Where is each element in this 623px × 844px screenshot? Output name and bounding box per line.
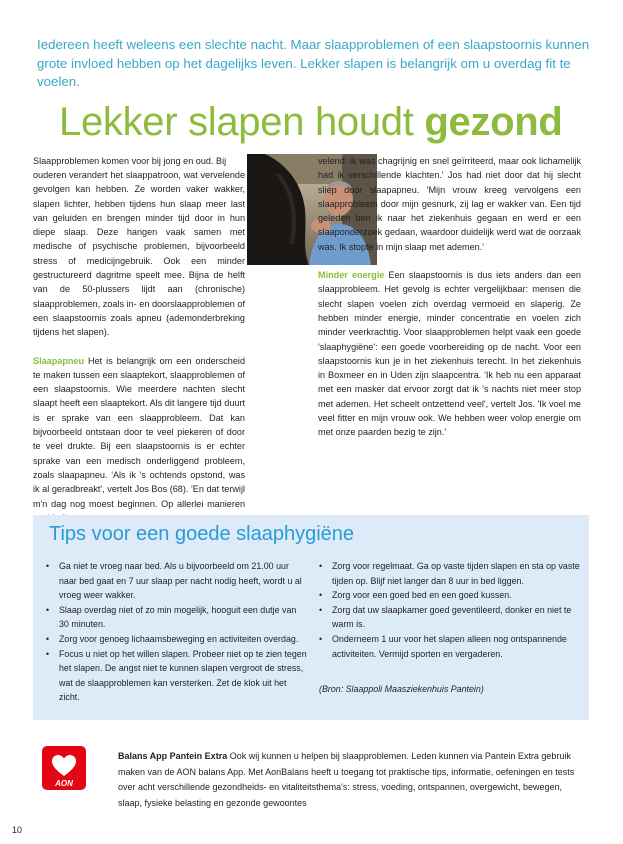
- tip-item: • Slaap overdag niet of zo min mogelijk, hooguit een dutje van 30 minuten.: [46, 603, 308, 632]
- title-prefix: Lekker slapen houdt: [59, 100, 425, 144]
- article-column-1: [33, 168, 245, 525]
- article-column-2: [318, 154, 581, 440]
- tip-item: • Zorg voor regelmaat. Ga op vaste tijden slapen en sta op vaste tijden op. Blijf niet langer dan 8 uur in bed liggen.: [319, 559, 584, 588]
- aon-logo-text: AON: [55, 779, 73, 788]
- article-paragraph: Slaapapneu Het is belangrijk om een onderscheid te maken tussen een slaaptekort, slaapproblemen of een slaapstoornis. Wie meerdere nachten slecht slaapt heeft een slaaptekort. Als dit langere tijd duurt is er sprake van een slaapprobleem. Dat kan bijvoorbeeld ontstaan door te veel piekeren of door te veel drukte. Bij een slaapstoornis is er echter sprake van een medisch onderliggend probleem, zoals slaapapneu. 'Als ik 's ochtends opstond, was ik al geradbreakt', vertelt Jos Bos (68). 'En dat terwijl m'n dag nog moest beginnen. Op allerlei manieren: [33, 355, 245, 509]
- article-lead-line: Slaapproblemen komen voor bij jong en oud. Bij: [33, 156, 227, 166]
- tip-item: • Zorg voor genoeg lichaamsbeweging en activiteiten overdag.: [46, 632, 308, 647]
- tips-heading: Tips voor een goede slaaphygiëne: [49, 523, 355, 545]
- heart-icon: [42, 746, 86, 790]
- article-paragraph: Minder energie Een slaapstoornis is dus iets anders dan een slaapprobleem. Het gevolg is echter vergelijkbaar: mensen die slecht slapen voelen zich overdag vermoeid en slaperig. Ze hebben minder energie, minder concentratie en voelen zich minder veerkrachtig. Voor slaapproblemen helpt vaak een goede 'slaaphygiëne': een goede voorbereiding op de nacht. Voor een slaapstoornis kun je in het ziekenhuis terecht. In het ziekenhuis in Boxmeer en in Uden zijn slaapcentra. 'Ik heb nu een apparaat met een masker dat ervoor zorgt dat ik 's nachts niet meer stop met ademen. Het scheelt ontzettend veel', vertelt Jos. 'Ik voel me veel fitter en mijn vrouw ook. We hebben weer volop energie om met onze paarden bezig te zijn.': [318, 270, 581, 438]
- article-column-1-lead: [33, 154, 245, 168]
- tip-item: • Onderneem 1 uur voor het slapen alleen nog ontspannende activiteiten. Vermijd sporten en vergaderen.: [319, 632, 584, 661]
- app-body: Ook wij kunnen u helpen bij slaapproblemen. Leden kunnen via Pantein Extra gebruik maken van de AON balans App. Met AonBalans heeft u toegang tot praktische tips, informatie, oefeningen en tests over acht verschillende gezondheids- en vitaliteitsthema's: stress, voeding, ontspannen, overgewicht, bewegen, slaap, fysieke belasting en gezonde gewoontes: [118, 751, 575, 808]
- page-title: [59, 98, 563, 146]
- tips-source: (Bron: Slaappoli Maasziekenhuis Pantein): [319, 684, 484, 694]
- tip-item: • Zorg dat uw slaapkamer goed geventileerd, donker en niet te warm is.: [319, 603, 584, 632]
- tips-box: [33, 515, 589, 720]
- title-highlight: gezond: [424, 100, 563, 144]
- tip-item: • Zorg voor een goed bed en een goed kussen.: [319, 588, 584, 603]
- tips-list-right: [319, 559, 584, 661]
- tips-list-left: [46, 559, 308, 705]
- app-title: Balans App Pantein Extra: [118, 751, 228, 761]
- tip-item: • Focus u niet op het willen slapen. Probeer niet op te zien tegen het slapen. De angst niet te kunnen slapen vergroot de stress, wat de slaapproblemen kan versterken. Zet de klok uit het zicht.: [46, 647, 308, 705]
- tip-item: • Ga niet te vroeg naar bed. Als u bijvoorbeeld om 21.00 uur naar bed gaat en 7 uur slaap per nacht nodig heeft, wordt u al vroeg weer wakker.: [46, 559, 308, 603]
- page-number: 10: [12, 825, 23, 835]
- article-paragraph: velend: ik was chagrijnig en snel geïrriteerd, maar ook lichamelijk had ik verschillende klachten.' Jos had niet door dat hij slecht sliep door slaapapneu. 'Mijn vrouw kreeg vervolgens een slaapprobleem door mijn gesnurk, zij lag er wakker van. Een tijd geleden ben ik naar het ziekenhuis gegaan en werd er een slaaponderzoek gedaan, waardoor duidelijk werd wat de oorzaak was. Ik stopte in mijn slaap met ademen.': [318, 156, 581, 252]
- subheading-minder-energie: Minder energie: [318, 270, 385, 281]
- intro-text: Iedereen heeft weleens een slechte nacht. Maar slaapproblemen of een slaapstoornis kunnen grote invloed hebben op het dagelijks leven. Lekker slapen is belangrijk om u overdag fit te voelen.: [37, 37, 590, 89]
- aon-app-icon: [42, 746, 86, 790]
- subheading-slaapapneu: Slaapapneu: [33, 355, 85, 366]
- article-paragraph: ouderen verandert het slaappatroon, wat vervelende gevolgen kan hebben. Ze worden vaker wakker, slapen lichter, hebben tijdens hun slaap meer last van geluiden en brengen minder tijd door in hun diepe slaap. Deze hangen vaak samen met medische of psychische problemen, bijvoorbeeld stress of medicijngebruik. Ook een minder gestructureerd dagritme speelt mee. Bijna de helft van de 50-plussers lijdt aan (chronische) slaapproblemen, zoals in- en doorslaapproblemen of een slaapstoornis zoals apneu (ademonderbreking tijdens het slapen).: [33, 170, 245, 338]
- app-promo-text: [118, 749, 588, 811]
